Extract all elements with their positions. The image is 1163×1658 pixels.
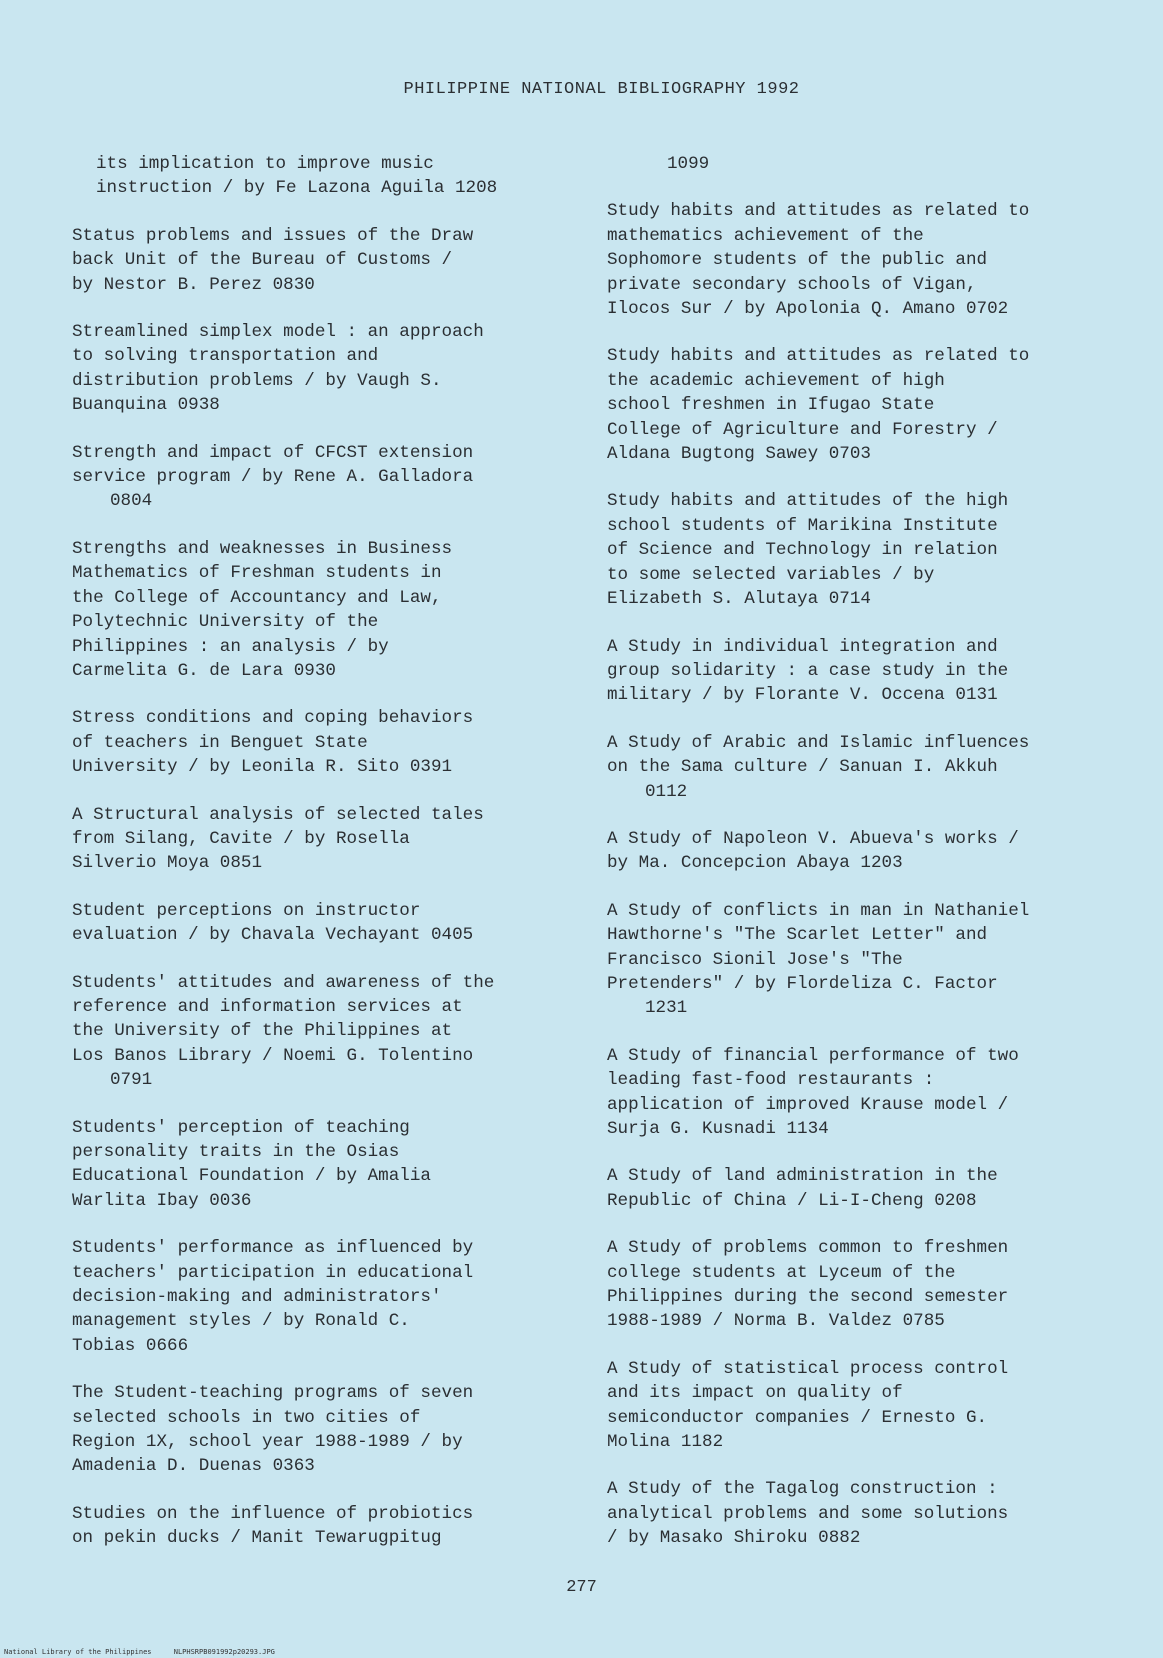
entry-line: Francisco Sionil Jose's "The: [607, 949, 903, 970]
entry-line: Strengths and weaknesses in Business: [72, 538, 453, 559]
entry-line: school students of Marikina Institute: [607, 515, 998, 536]
entry-line: instruction / by Fe Lazona Aguila 1208: [96, 178, 498, 199]
entry-line: service program / by Rene A. Galladora: [72, 467, 474, 488]
right-column: [607, 152, 1107, 1574]
bibliography-entry: [607, 344, 1107, 466]
bibliography-entry: [72, 441, 572, 514]
entry-line: decision-making and administrators': [72, 1287, 442, 1308]
entry-line: from Silang, Cavite / by Rosella: [72, 828, 410, 849]
entry-line: Educational Foundation / by Amalia: [72, 1166, 431, 1187]
entry-line: Study habits and attitudes of the high: [607, 491, 1009, 512]
bibliography-entry: [72, 706, 572, 779]
entry-line: Surja G. Kusnadi 1134: [607, 1119, 829, 1139]
bibliography-entry: [607, 1236, 1107, 1334]
footer-file: NLPHSRPB091992p20293.JPG: [173, 1648, 275, 1656]
entry-line: evaluation / by Chavala Vechayant 0405: [72, 925, 474, 946]
bibliography-entry: [72, 320, 572, 418]
entry-line: military / by Florante V. Occena 0131: [607, 685, 998, 706]
entry-line: Amadenia D. Duenas 0363: [72, 1456, 315, 1477]
entry-line: selected schools in two cities of: [72, 1407, 421, 1428]
entry-line: group solidarity : a case study in the: [607, 660, 1009, 681]
entry-line: A Study of financial performance of two: [607, 1045, 1019, 1066]
entry-line: Carmelita G. de Lara 0930: [72, 660, 336, 681]
entry-line: management styles / by Ronald C.: [72, 1311, 410, 1332]
entry-line: Molina 1182: [607, 1432, 724, 1453]
entry-line: A Structural analysis of selected tales: [72, 804, 484, 825]
entry-line: Mathematics of Freshman students in: [72, 563, 442, 584]
entry-line: College of Agriculture and Forestry /: [607, 419, 998, 440]
entry-line: Stress conditions and coping behaviors: [72, 708, 474, 729]
entry-line: A Study of the Tagalog construction :: [607, 1479, 998, 1500]
entry-line: A Study of Napoleon V. Abueva's works /: [607, 828, 1019, 849]
footer-library: National Library of the Philippines: [4, 1648, 152, 1656]
entry-line: school freshmen in Ifugao State: [607, 395, 935, 416]
bibliography-entry: [607, 827, 1107, 876]
entry-line: by Ma. Concepcion Abaya 1203: [607, 853, 903, 874]
entry-line: to some selected variables / by: [607, 564, 935, 585]
bibliography-entry: [607, 1477, 1107, 1550]
bibliography-entry: [72, 152, 572, 201]
bibliography-entry: [607, 1164, 1107, 1213]
entry-line: by Nestor B. Perez 0830: [72, 274, 315, 295]
entry-line: the College of Accountancy and Law,: [72, 587, 442, 608]
entry-line: Students' attitudes and awareness of the: [72, 972, 495, 993]
entry-line: Aldana Bugtong Sawey 0703: [607, 444, 871, 465]
entry-line: Studies on the influence of probiotics: [72, 1503, 474, 1524]
entry-line: Pretenders" / by Flordeliza C. Factor: [607, 973, 998, 994]
entry-line: Students' performance as influenced by: [72, 1238, 474, 1259]
entry-line: Silverio Moya 0851: [72, 853, 263, 874]
entry-line: semiconductor companies / Ernesto G.: [607, 1407, 988, 1428]
entry-line: Tobias 0666: [72, 1335, 189, 1356]
entry-line: reference and information services at: [72, 996, 463, 1017]
entry-line: private secondary schools of Vigan,: [607, 274, 977, 295]
entry-line: 0112: [645, 781, 688, 802]
bibliography-entry: [607, 199, 1107, 321]
left-column: [72, 152, 572, 1574]
entry-line: 1231: [645, 998, 688, 1019]
entry-line: The Student-teaching programs of seven: [72, 1383, 474, 1404]
bibliography-entry: [72, 1116, 572, 1214]
entry-line: Region 1X, school year 1988-1989 / by: [72, 1432, 463, 1453]
bibliography-entry: [72, 537, 572, 683]
entry-line: A Study of statistical process control: [607, 1358, 1009, 1379]
bibliography-entry: [72, 1236, 572, 1358]
bibliography-entry: [72, 899, 572, 948]
entry-line: Warlita Ibay 0036: [72, 1190, 252, 1211]
entry-line: application of improved Krause model /: [607, 1094, 1009, 1115]
entry-line: Philippines : an analysis / by: [72, 636, 389, 657]
bibliography-entry: [72, 803, 572, 876]
entry-line: 1099: [667, 154, 710, 174]
entry-line: Strength and impact of CFCST extension: [72, 442, 474, 463]
bibliography-entry: [607, 1044, 1107, 1142]
bibliography-entry: [72, 1502, 572, 1551]
entry-line: of Science and Technology in relation: [607, 540, 998, 561]
bibliography-entry: [607, 635, 1107, 708]
entry-line: Sophomore students of the public and: [607, 250, 988, 271]
entry-line: Republic of China / Li-I-Cheng 0208: [607, 1190, 977, 1211]
entry-line: personality traits in the Osias: [72, 1142, 400, 1162]
entry-line: Philippines during the second semester: [607, 1287, 1009, 1308]
entry-line: A Study of Arabic and Islamic influences: [607, 732, 1030, 753]
entry-line: the University of the Philippines at: [72, 1021, 453, 1042]
entry-line: Buanquina 0938: [72, 395, 220, 416]
entry-line: teachers' participation in educational: [72, 1262, 474, 1283]
entry-line: A Study in individual integration and: [607, 636, 998, 657]
entry-line: its implication to improve music: [96, 154, 434, 174]
entry-line: distribution problems / by Vaugh S.: [72, 370, 442, 391]
bibliography-entry: [72, 1381, 572, 1479]
bibliography-entry: [72, 224, 572, 297]
entry-line: Elizabeth S. Alutaya 0714: [607, 589, 871, 610]
entry-line: Hawthorne's "The Scarlet Letter" and: [607, 925, 988, 946]
bibliography-entry: [607, 899, 1107, 1021]
entry-line: and its impact on quality of: [607, 1383, 903, 1404]
entry-line: 0804: [110, 491, 153, 512]
entry-line: Student perceptions on instructor: [72, 900, 421, 921]
entry-line: Polytechnic University of the: [72, 612, 379, 633]
entry-line: A Study of conflicts in man in Nathaniel: [607, 900, 1030, 921]
entry-line: on the Sama culture / Sanuan I. Akkuh: [607, 757, 998, 778]
entry-line: the academic achievement of high: [607, 370, 945, 391]
page-header: PHILIPPINE NATIONAL BIBLIOGRAPHY 1992: [403, 80, 800, 99]
entry-line: University / by Leonila R. Sito 0391: [72, 757, 453, 778]
entry-line: 1988-1989 / Norma B. Valdez 0785: [607, 1311, 945, 1332]
bibliography-entry: [72, 971, 572, 1093]
entry-line: Ilocos Sur / by Apolonia Q. Amano 0702: [607, 299, 1009, 320]
entry-line: on pekin ducks / Manit Tewarugpitug: [72, 1528, 442, 1549]
entry-line: Los Banos Library / Noemi G. Tolentino: [72, 1045, 474, 1066]
bibliography-entry: [607, 731, 1107, 804]
entry-line: to solving transportation and: [72, 346, 379, 367]
entry-line: 0791: [110, 1070, 153, 1091]
entry-line: back Unit of the Bureau of Customs /: [72, 250, 453, 271]
bibliography-entry: [607, 489, 1107, 611]
entry-line: A Study of land administration in the: [607, 1166, 998, 1187]
entry-line: Students' perception of teaching: [72, 1117, 410, 1138]
entry-line: analytical problems and some solutions: [607, 1503, 1009, 1524]
entry-line: college students at Lyceum of the: [607, 1262, 956, 1283]
entry-line: Study habits and attitudes as related to: [607, 346, 1030, 367]
entry-line: mathematics achievement of the: [607, 225, 924, 246]
entry-line: / by Masako Shiroku 0882: [607, 1528, 861, 1549]
page-number: 277: [566, 1578, 597, 1597]
scan-footer: [4, 1648, 293, 1656]
bibliography-entry: [607, 1357, 1107, 1455]
entry-line: Study habits and attitudes as related to: [607, 201, 1030, 222]
entry-line: of teachers in Benguet State: [72, 732, 368, 753]
entry-line: leading fast-food restaurants :: [607, 1070, 935, 1091]
entry-line: A Study of problems common to freshmen: [607, 1238, 1009, 1259]
entry-line: Streamlined simplex model : an approach: [72, 322, 484, 343]
bibliography-entry: [607, 152, 1107, 176]
entry-line: Status problems and issues of the Draw: [72, 225, 474, 246]
